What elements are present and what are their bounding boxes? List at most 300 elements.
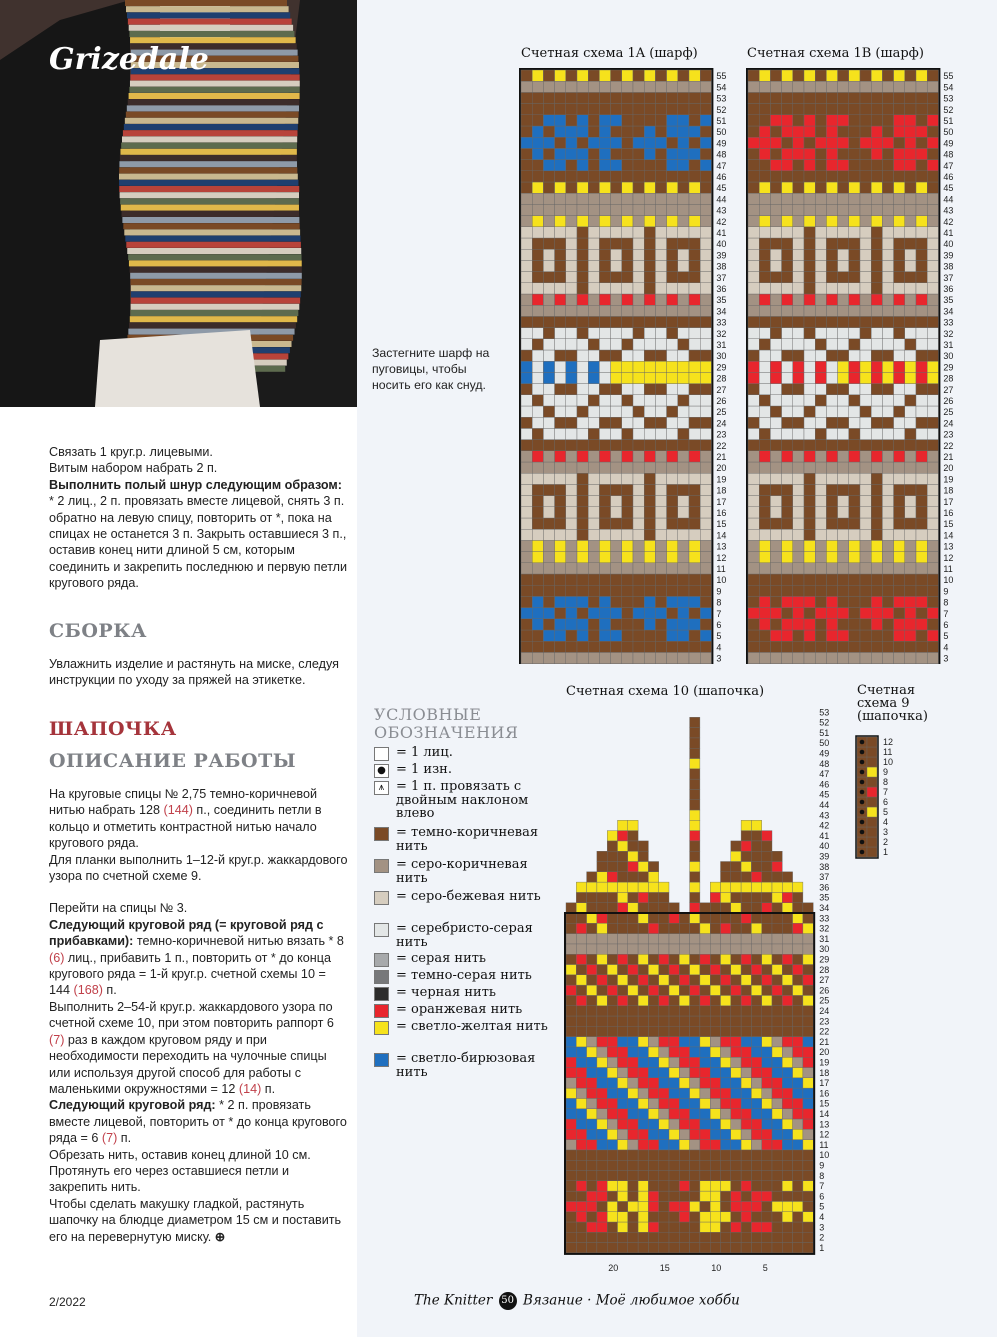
chart-cell bbox=[793, 193, 804, 204]
chart-cell bbox=[599, 204, 610, 215]
chart-cell bbox=[566, 260, 577, 271]
chart-cell bbox=[588, 160, 599, 171]
chart-cell bbox=[849, 148, 860, 159]
chart-cell bbox=[678, 81, 689, 92]
chart-cell bbox=[894, 81, 905, 92]
col-number: 5 bbox=[762, 1262, 768, 1272]
chart-cell bbox=[905, 563, 916, 574]
chart-cell bbox=[655, 70, 666, 81]
row-number: 43 bbox=[716, 205, 727, 216]
chart-cell bbox=[543, 428, 554, 439]
chart-cell bbox=[772, 1098, 782, 1108]
chart-cell bbox=[597, 1232, 607, 1242]
chart-cell bbox=[633, 216, 644, 227]
row-number: 16 bbox=[819, 1088, 830, 1099]
chart-cell bbox=[588, 115, 599, 126]
chart-cell bbox=[638, 1232, 648, 1242]
chart-cell bbox=[905, 496, 916, 507]
chart-cell bbox=[782, 417, 793, 428]
chart-cell bbox=[611, 608, 622, 619]
chart-cell bbox=[667, 652, 678, 663]
chart-cell bbox=[659, 1232, 669, 1242]
chart-cell bbox=[678, 552, 689, 563]
legend-label: = серая нить bbox=[396, 951, 487, 966]
chart-cell bbox=[618, 820, 628, 830]
chart-cell bbox=[599, 294, 610, 305]
chart-cell bbox=[721, 1109, 731, 1119]
chart-cell bbox=[759, 574, 770, 585]
chart-cell bbox=[838, 641, 849, 652]
row-number: 21 bbox=[943, 452, 954, 462]
chart-cell bbox=[721, 1243, 731, 1253]
chart-cell bbox=[521, 283, 532, 294]
chart-cell bbox=[532, 406, 543, 417]
chart-cell bbox=[759, 652, 770, 663]
chart-cell bbox=[607, 1016, 617, 1026]
chart-cell bbox=[741, 913, 751, 923]
chart-cell bbox=[622, 552, 633, 563]
chart-cell bbox=[826, 417, 837, 428]
legend-item bbox=[374, 890, 554, 904]
chart-cell bbox=[905, 272, 916, 283]
chart-cell bbox=[838, 372, 849, 383]
chart-cell bbox=[838, 81, 849, 92]
chart-cell bbox=[710, 1212, 720, 1222]
chart-cell bbox=[607, 1243, 617, 1253]
chart-cell bbox=[628, 1068, 638, 1078]
chart-cell bbox=[700, 1222, 710, 1232]
chart-cell bbox=[772, 1068, 782, 1078]
chart-cell bbox=[700, 440, 711, 451]
chart-cell bbox=[803, 1068, 813, 1078]
chart-cell bbox=[521, 92, 532, 103]
chart-cell bbox=[587, 1037, 597, 1047]
chart-cell bbox=[521, 193, 532, 204]
chart-cell bbox=[751, 1026, 761, 1036]
chart-cell bbox=[793, 965, 803, 975]
chart-cell bbox=[599, 339, 610, 350]
chart-cell bbox=[566, 451, 577, 462]
chart-cell bbox=[849, 652, 860, 663]
chart-cell bbox=[618, 1150, 628, 1160]
chart-cell bbox=[577, 260, 588, 271]
chart-cell bbox=[543, 585, 554, 596]
chart-cell bbox=[894, 92, 905, 103]
chart-cell bbox=[667, 428, 678, 439]
chart-cell bbox=[667, 115, 678, 126]
chart-cell bbox=[597, 1026, 607, 1036]
chart-cell bbox=[894, 608, 905, 619]
row-number: 2 bbox=[819, 1232, 825, 1243]
chart-cell bbox=[607, 1078, 617, 1088]
chart-cell bbox=[894, 496, 905, 507]
chart-cell bbox=[871, 70, 882, 81]
chart-cell bbox=[782, 1171, 792, 1181]
chart-cell bbox=[622, 652, 633, 663]
chart-cell bbox=[566, 1006, 576, 1016]
chart-cell bbox=[587, 1222, 597, 1232]
chart-cell bbox=[770, 608, 781, 619]
chart-cell bbox=[622, 585, 633, 596]
chart-cell bbox=[532, 92, 543, 103]
chart-cell bbox=[521, 238, 532, 249]
row-number: 30 bbox=[819, 944, 830, 955]
chart-cell bbox=[644, 440, 655, 451]
chart-cell bbox=[741, 851, 751, 861]
chart-cell bbox=[871, 473, 882, 484]
row-number: 26 bbox=[716, 396, 727, 406]
chart-cell bbox=[633, 563, 644, 574]
chart-cell bbox=[782, 1150, 792, 1160]
chart-cell bbox=[710, 995, 720, 1005]
chart-cell bbox=[731, 934, 741, 944]
chart-cell bbox=[588, 574, 599, 585]
row-number: 39 bbox=[943, 250, 954, 261]
chart-cell bbox=[826, 350, 837, 361]
chart-cell bbox=[566, 518, 577, 529]
chart-cell bbox=[748, 417, 759, 428]
chart-cell bbox=[543, 440, 554, 451]
chart-cell bbox=[667, 160, 678, 171]
chart-cell bbox=[618, 1232, 628, 1242]
chart-cell bbox=[588, 484, 599, 495]
chart-cell bbox=[607, 1006, 617, 1016]
chart-cell bbox=[700, 260, 711, 271]
chart-cell bbox=[741, 892, 751, 902]
chart-cell bbox=[555, 540, 566, 551]
chart-cell bbox=[849, 227, 860, 238]
chart-cell bbox=[721, 1232, 731, 1242]
chart-cell bbox=[655, 372, 666, 383]
chart-cell bbox=[860, 238, 871, 249]
chart-cell bbox=[599, 563, 610, 574]
chart-cell bbox=[700, 995, 710, 1005]
purl-dot bbox=[860, 790, 865, 795]
chart-cell bbox=[770, 417, 781, 428]
chart-cell bbox=[772, 1150, 782, 1160]
chart-cell bbox=[628, 862, 638, 872]
chart-cell bbox=[770, 596, 781, 607]
row-number: 8 bbox=[716, 597, 722, 608]
chart-cell bbox=[638, 1243, 648, 1253]
chart-cell bbox=[700, 484, 711, 495]
chart-cell bbox=[927, 148, 938, 159]
chart-cell bbox=[587, 934, 597, 944]
chart-cell bbox=[622, 227, 633, 238]
chart-cell bbox=[860, 406, 871, 417]
chart-cell bbox=[793, 975, 803, 985]
chart-cell bbox=[826, 406, 837, 417]
chart-cell bbox=[927, 70, 938, 81]
chart-cell bbox=[588, 70, 599, 81]
chart-cell bbox=[521, 70, 532, 81]
chart-cell bbox=[905, 148, 916, 159]
chart-cell bbox=[690, 1026, 700, 1036]
chart-cell bbox=[882, 484, 893, 495]
chart-cell bbox=[849, 552, 860, 563]
chart-cell bbox=[826, 608, 837, 619]
chart-cell bbox=[599, 272, 610, 283]
row-number: 45 bbox=[819, 789, 830, 800]
chart-cell bbox=[782, 384, 793, 395]
chart-cell bbox=[916, 619, 927, 630]
chart-cell bbox=[633, 395, 644, 406]
chart-cell bbox=[607, 862, 617, 872]
chart-cell bbox=[815, 652, 826, 663]
chart-cell bbox=[690, 769, 700, 779]
row-number: 16 bbox=[943, 508, 954, 518]
chart-cell bbox=[731, 995, 741, 1005]
chart-cell bbox=[566, 923, 576, 933]
chart-cell bbox=[655, 361, 666, 372]
chart-cell bbox=[588, 518, 599, 529]
chart-cell bbox=[655, 496, 666, 507]
chart-cell bbox=[804, 249, 815, 260]
chart-cell bbox=[916, 630, 927, 641]
chart-cell bbox=[678, 540, 689, 551]
chart-cell bbox=[860, 372, 871, 383]
chart-cell bbox=[577, 92, 588, 103]
chart-cell bbox=[860, 462, 871, 473]
chart-cell bbox=[618, 1098, 628, 1108]
chart-cell bbox=[689, 305, 700, 316]
chart-cell bbox=[587, 1016, 597, 1026]
chart-cell bbox=[611, 372, 622, 383]
chart-cell bbox=[700, 227, 711, 238]
chart-cell bbox=[721, 1222, 731, 1232]
row-number: 51 bbox=[943, 116, 954, 126]
row-number: 30 bbox=[716, 351, 727, 362]
chart-cell bbox=[894, 652, 905, 663]
chart-cell bbox=[521, 305, 532, 316]
chart-cell bbox=[927, 81, 938, 92]
chart-cell bbox=[905, 552, 916, 563]
chart-cell bbox=[576, 1037, 586, 1047]
chart-cell bbox=[618, 1057, 628, 1067]
row-number: 25 bbox=[716, 407, 727, 418]
chart-cell bbox=[618, 913, 628, 923]
chart-cell bbox=[804, 227, 815, 238]
chart-cell bbox=[770, 462, 781, 473]
chart-cell bbox=[689, 204, 700, 215]
chart-cell bbox=[611, 294, 622, 305]
chart-cell bbox=[803, 1016, 813, 1026]
chart-cell bbox=[644, 574, 655, 585]
chart-cell bbox=[669, 1191, 679, 1201]
chart-cell bbox=[588, 316, 599, 327]
chart-cell bbox=[782, 954, 792, 964]
chart-cell bbox=[678, 249, 689, 260]
chart-cell bbox=[521, 316, 532, 327]
chart-cell bbox=[741, 944, 751, 954]
chart-cell bbox=[748, 283, 759, 294]
chart-cell bbox=[815, 641, 826, 652]
chart-cell bbox=[741, 820, 751, 830]
chart-cell bbox=[566, 985, 576, 995]
chart-cell bbox=[782, 882, 792, 892]
row-number: 34 bbox=[819, 903, 830, 913]
chart-cell bbox=[588, 204, 599, 215]
chart-cell bbox=[555, 305, 566, 316]
chart-cell bbox=[710, 1232, 720, 1242]
chart-cell bbox=[700, 328, 711, 339]
chart-cell bbox=[607, 1026, 617, 1036]
issue-number: 2/2022 bbox=[49, 1295, 86, 1309]
chart-cell bbox=[782, 70, 793, 81]
chart-cell bbox=[782, 965, 792, 975]
row-number: 46 bbox=[716, 172, 727, 182]
chart-cell bbox=[599, 216, 610, 227]
chart-cell bbox=[532, 552, 543, 563]
chart-cell bbox=[655, 440, 666, 451]
chart-cell bbox=[826, 171, 837, 182]
chart-cell bbox=[543, 552, 554, 563]
chart-cell bbox=[751, 1201, 761, 1211]
chart-cell bbox=[667, 630, 678, 641]
row-number: 31 bbox=[819, 933, 830, 944]
chart-cell bbox=[599, 283, 610, 294]
chart-cell bbox=[532, 204, 543, 215]
chart-cell bbox=[803, 995, 813, 1005]
chart-cell bbox=[655, 115, 666, 126]
chart-cell bbox=[710, 1047, 720, 1057]
chart-cell bbox=[710, 903, 720, 913]
chart-cell bbox=[521, 204, 532, 215]
chart-cell bbox=[772, 1057, 782, 1067]
chart-cell bbox=[618, 831, 628, 841]
chart-cell bbox=[826, 395, 837, 406]
chart-cell bbox=[622, 384, 633, 395]
chart-cell bbox=[700, 81, 711, 92]
chart-cell bbox=[633, 283, 644, 294]
chart-cell bbox=[762, 1088, 772, 1098]
chart-cell bbox=[871, 462, 882, 473]
chart-cell bbox=[927, 182, 938, 193]
chart-cell bbox=[690, 789, 700, 799]
chart-cell bbox=[849, 518, 860, 529]
chart-cell bbox=[628, 1047, 638, 1057]
chart-cell bbox=[555, 294, 566, 305]
chart-cell bbox=[679, 995, 689, 1005]
chart-cell bbox=[669, 1243, 679, 1253]
chart-cell bbox=[543, 417, 554, 428]
chart-cell bbox=[689, 148, 700, 159]
chart-cell bbox=[655, 384, 666, 395]
chart-cell bbox=[871, 417, 882, 428]
chart-cell bbox=[905, 316, 916, 327]
chart-cell bbox=[555, 574, 566, 585]
chart-cell bbox=[648, 1068, 658, 1078]
chart-cell bbox=[849, 283, 860, 294]
chart-cell bbox=[689, 641, 700, 652]
chart-cell bbox=[882, 395, 893, 406]
chart-cell bbox=[678, 652, 689, 663]
chart-cell bbox=[576, 954, 586, 964]
chart-cell bbox=[679, 1088, 689, 1098]
chart-cell bbox=[543, 193, 554, 204]
chart-cell bbox=[543, 249, 554, 260]
chart-cell bbox=[700, 1068, 710, 1078]
chart-cell bbox=[679, 1160, 689, 1170]
row-number: 14 bbox=[819, 1109, 830, 1119]
chart-cell bbox=[759, 126, 770, 137]
chart-cell bbox=[700, 1016, 710, 1026]
chart-cell bbox=[731, 1088, 741, 1098]
chart-cell bbox=[731, 975, 741, 985]
chart-cell bbox=[815, 328, 826, 339]
chart-cell bbox=[577, 126, 588, 137]
chart-cell bbox=[638, 851, 648, 861]
chart-cell bbox=[871, 171, 882, 182]
chart-cell bbox=[759, 92, 770, 103]
hat-instructions bbox=[49, 786, 349, 1245]
chart-cell bbox=[659, 1191, 669, 1201]
chart-cell bbox=[849, 204, 860, 215]
chart-cell bbox=[751, 882, 761, 892]
chart-cell bbox=[622, 361, 633, 372]
chart-cell bbox=[748, 484, 759, 495]
chart-cell bbox=[659, 1109, 669, 1119]
chart-cell bbox=[826, 518, 837, 529]
chart-cell bbox=[882, 518, 893, 529]
row-number: 28 bbox=[943, 373, 954, 384]
chart-cell bbox=[770, 81, 781, 92]
chart-cell bbox=[622, 171, 633, 182]
chart-cell bbox=[532, 574, 543, 585]
chart-cell bbox=[793, 126, 804, 137]
legend-item bbox=[374, 780, 554, 821]
chart-cell bbox=[566, 339, 577, 350]
chart-cell bbox=[871, 496, 882, 507]
chart-cell bbox=[860, 182, 871, 193]
chart-cell bbox=[826, 574, 837, 585]
chart-cell bbox=[689, 137, 700, 148]
chart-cell bbox=[588, 507, 599, 518]
chart-cell bbox=[555, 361, 566, 372]
chart-cell bbox=[622, 283, 633, 294]
chart-cell bbox=[690, 717, 700, 727]
chart-cell bbox=[782, 903, 792, 913]
chart-cell bbox=[849, 473, 860, 484]
chart-cell bbox=[577, 283, 588, 294]
chart-cell bbox=[628, 1191, 638, 1201]
chart-cell bbox=[555, 496, 566, 507]
row-number: 18 bbox=[943, 485, 954, 496]
chart-cell bbox=[751, 903, 761, 913]
row-number: 39 bbox=[716, 250, 727, 261]
chart-cell bbox=[762, 1026, 772, 1036]
chart-cell bbox=[860, 350, 871, 361]
chart-cell bbox=[782, 1119, 792, 1129]
chart-cell bbox=[782, 1181, 792, 1191]
chart-cell bbox=[700, 384, 711, 395]
chart-cell bbox=[916, 496, 927, 507]
chart-cell bbox=[793, 1191, 803, 1201]
chart-cell bbox=[927, 227, 938, 238]
chart-cell bbox=[667, 305, 678, 316]
chart-cell bbox=[543, 115, 554, 126]
chart-cell bbox=[759, 372, 770, 383]
chart-cell bbox=[532, 171, 543, 182]
row-number: 15 bbox=[819, 1098, 830, 1109]
chart-cell bbox=[638, 1016, 648, 1026]
chart-cell bbox=[628, 954, 638, 964]
chart-cell bbox=[871, 507, 882, 518]
chart-cell bbox=[532, 372, 543, 383]
chart-cell bbox=[803, 903, 813, 913]
chart-cell bbox=[793, 1109, 803, 1119]
chart-cell bbox=[532, 563, 543, 574]
